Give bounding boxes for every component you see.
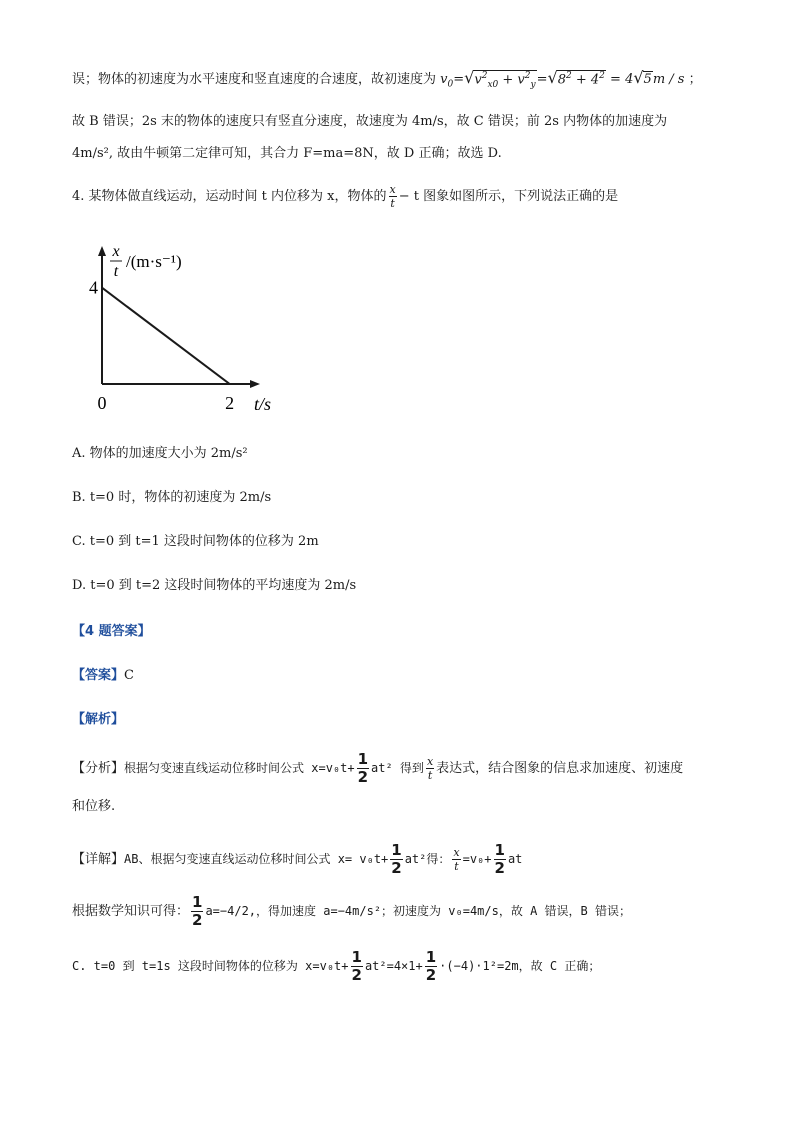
half-den: 2 (351, 966, 362, 984)
half-fraction-6 (425, 950, 437, 983)
graph-marks (102, 288, 230, 384)
detail-tag: 【详解】 (72, 852, 125, 867)
detail-text-b: at²得： (404, 852, 451, 866)
detail-line-3-a: C. t=0 到 t=1s 这段时间物体的位移为 x=v₀t+ (72, 959, 349, 973)
t-den: t (427, 769, 433, 782)
x-tick-label-2: 2 (225, 393, 235, 413)
option-c: C. t=0 到 t=1 这段时间物体的位移为 2m (72, 534, 319, 549)
series-line-0 (102, 288, 230, 384)
analysis-tag: 【分析】 (72, 761, 125, 776)
x-axis-arrow (250, 380, 260, 388)
x-over-t-fraction-2 (426, 756, 434, 781)
question-stem-text-end: − t 图象如图所示，下列说法正确的是 (398, 189, 619, 204)
detail-line-2 (72, 895, 631, 928)
intro-line-1 (72, 68, 702, 90)
y-tick-label-4: 4 (89, 277, 98, 298)
x-axis-label: t/s (254, 394, 272, 414)
half-fraction-5 (351, 950, 363, 983)
detail-line-1 (72, 843, 522, 876)
half-num: 1 (494, 841, 505, 859)
detail-line-3 (72, 950, 600, 983)
half-fraction-2 (390, 843, 402, 876)
half-num: 1 (351, 948, 362, 966)
half-num: 1 (192, 893, 203, 911)
x-over-t-graph (80, 236, 300, 416)
intro-line-3: 4m/s², 故由牛顿第二定律可知，其合力 F=ma=8N，故 D 正确；故选 D. (72, 146, 502, 161)
analysis-title: 【解析】 (72, 712, 125, 727)
half-num: 1 (425, 948, 437, 966)
detail-line-2-b: a=−4/2,，得加速度 a=−4m/s²；初速度为 v₀=4m/s，故 A 错误，B 错误； (205, 904, 631, 918)
half-den: 2 (391, 859, 402, 877)
origin-label: 0 (97, 393, 107, 413)
half-num: 1 (357, 750, 369, 768)
question-stem-text: 4. 某物体做直线运动，运动时间 t 内位移为 x，物体的 (72, 189, 387, 204)
answer-line (72, 664, 134, 683)
y-axis-label-denominator: t (113, 263, 119, 280)
analysis-text-b: at² 得到 (371, 761, 424, 775)
detail-line-3-c: ·(−4)·1²=2m，故 C 正确； (439, 959, 601, 973)
y-axis-label-unit: /(m·s⁻¹) (126, 252, 182, 271)
option-a: A. 物体的加速度大小为 2m/s² (72, 446, 248, 461)
x-num: x (426, 755, 434, 768)
half-den: 2 (425, 966, 437, 984)
intro-line-1-tail: ； (688, 72, 702, 87)
option-d: D. t=0 到 t=2 这段时间物体的平均速度为 2m/s (72, 578, 357, 593)
y-axis-label-numerator: x (112, 243, 120, 260)
analysis-line-1 (72, 752, 683, 785)
detail-text-d: at (507, 852, 523, 866)
analysis-text-c: 表达式，结合图象的信息求加速度、初速度 (436, 761, 684, 776)
y-axis-arrow (98, 246, 106, 256)
answer-tag: 【答案】 (72, 668, 125, 683)
detail-text-a: AB、根据匀变速直线运动位移时间公式 x= v₀t+ (124, 852, 389, 866)
answer-section-title: 【4 题答案】 (72, 624, 151, 639)
analysis-text-a: 根据匀变速直线运动位移时间公式 x=v₀t+ (124, 761, 355, 775)
intro-line-1-text: 误；物体的初速度为水平速度和竖直速度的合速度，故初速度为 (72, 72, 437, 87)
half-fraction-4 (191, 895, 203, 928)
x-over-t-fraction-3 (452, 847, 460, 872)
initial-velocity-formula: $v_0=√v^2_{x0} + v^2_y=√8^2 + 4^2 = 4√5m / s$ (440, 68, 689, 90)
x-num: x (453, 846, 460, 859)
graph-labels (89, 243, 271, 414)
fraction-denominator: t (390, 197, 395, 210)
detail-line-3-b: at²=4×1+ (364, 959, 423, 973)
half-fraction-3 (494, 843, 506, 876)
half-fraction (357, 752, 369, 785)
x-over-t-fraction (389, 184, 397, 209)
answer-value: C (124, 668, 134, 683)
half-den: 2 (192, 911, 203, 929)
t-den: t (454, 860, 459, 873)
question-stem (72, 184, 618, 209)
intro-line-2: 故 B 错误；2s 末的物体的速度只有竖直分速度，故速度为 4m/s，故 C 错误；前 2s 内物体的加速度为 (72, 114, 668, 129)
option-b: B. t=0 时，物体的初速度为 2m/s (72, 490, 272, 505)
half-num: 1 (391, 841, 402, 859)
detail-line-2-a: 根据数学知识可得： (72, 904, 190, 919)
half-den: 2 (357, 768, 369, 786)
fraction-numerator: x (389, 183, 396, 196)
analysis-line-2: 和位移. (72, 799, 116, 814)
half-den: 2 (494, 859, 505, 877)
detail-text-c: =v₀+ (462, 852, 492, 866)
